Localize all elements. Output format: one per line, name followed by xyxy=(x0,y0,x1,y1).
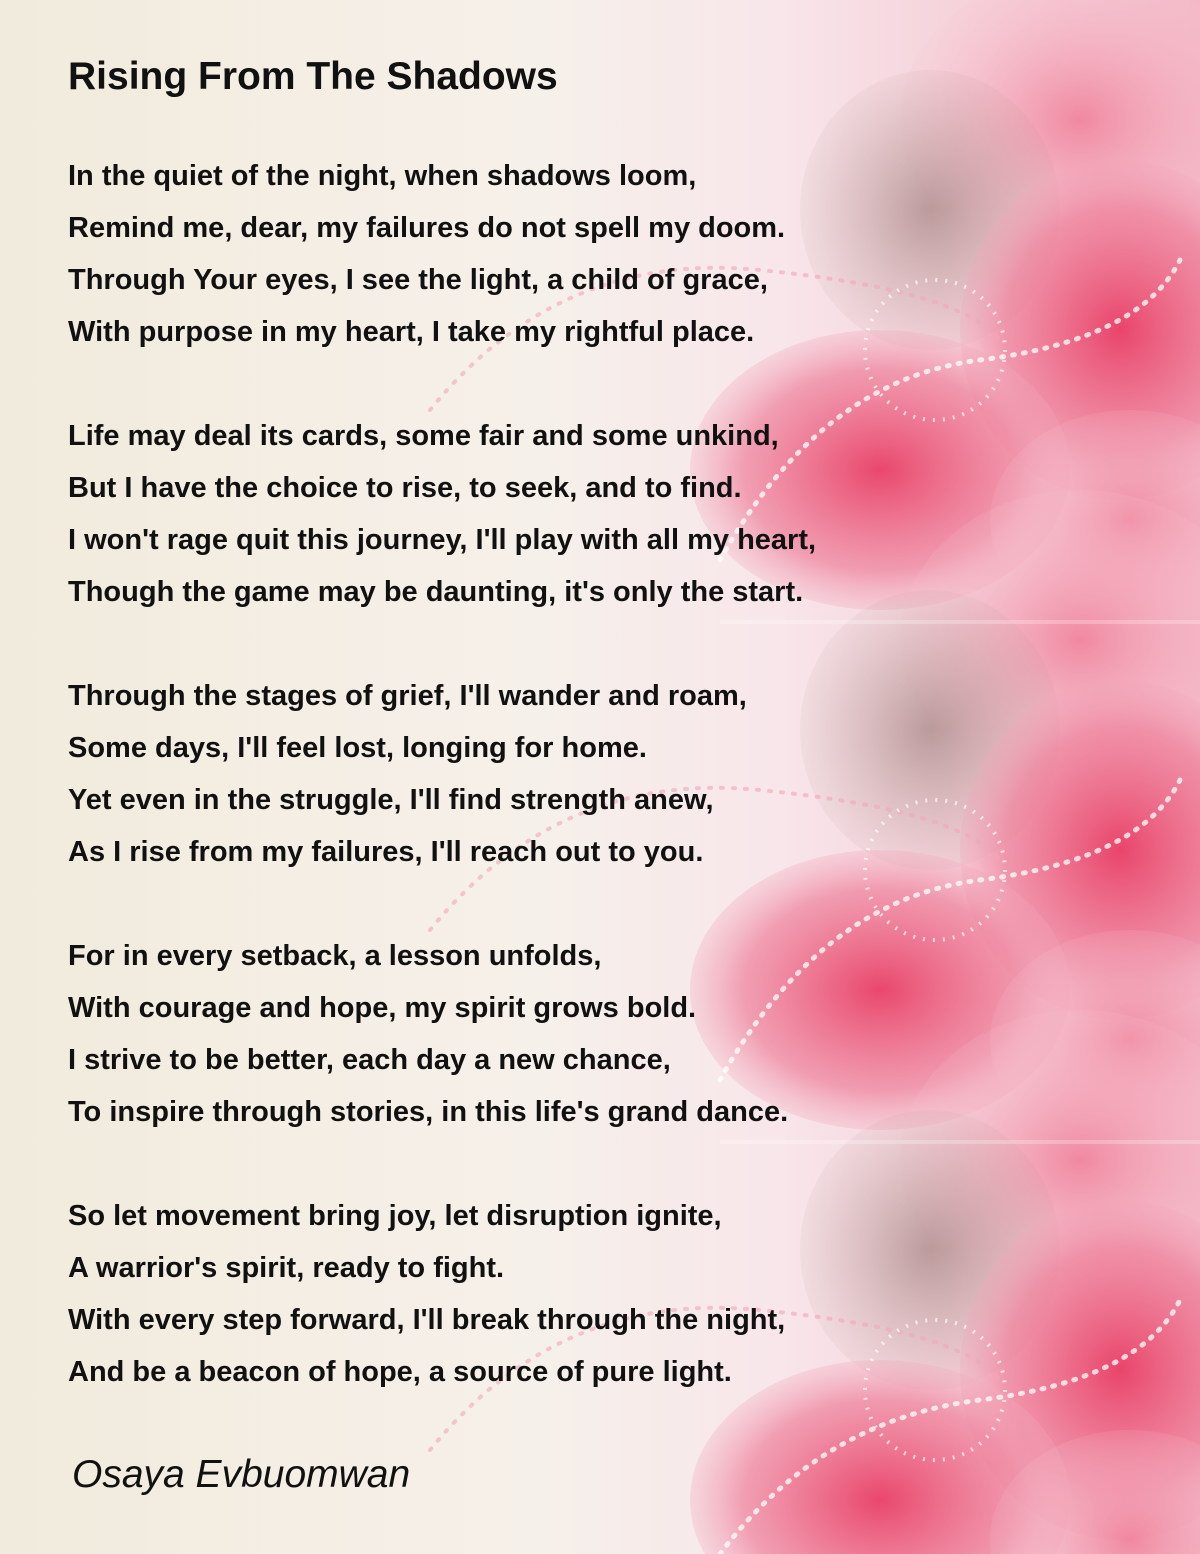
poem-line: With purpose in my heart, I take my rightful place. xyxy=(68,316,755,348)
poem-line: With courage and hope, my spirit grows bold. xyxy=(68,992,697,1024)
poem-line: Remind me, dear, my failures do not spell my doom. xyxy=(68,212,786,244)
poem-line: Some days, I'll feel lost, longing for home. xyxy=(68,732,647,764)
stanza-2 xyxy=(68,410,1118,618)
poem-author: Osaya Evbuomwan xyxy=(72,1453,411,1496)
poem-line: Though the game may be daunting, it's only the start. xyxy=(68,576,804,608)
poem-title: Rising From The Shadows xyxy=(68,55,558,98)
poem-line: For in every setback, a lesson unfolds, xyxy=(68,940,602,972)
poem-line: I won't rage quit this journey, I'll play with all my heart, xyxy=(68,524,817,556)
stanza-4 xyxy=(68,930,1118,1138)
stanza-3 xyxy=(68,670,1118,878)
poem-line: And be a beacon of hope, a source of pure light. xyxy=(68,1356,732,1388)
stanza-1 xyxy=(68,150,1118,358)
poem-line: Life may deal its cards, some fair and some unkind, xyxy=(68,420,779,452)
poem-line: To inspire through stories, in this life's grand dance. xyxy=(68,1096,789,1128)
poem-line: As I rise from my failures, I'll reach out to you. xyxy=(68,836,704,868)
poem-line: With every step forward, I'll break through the night, xyxy=(68,1304,786,1336)
poem-line: But I have the choice to rise, to seek, and to find. xyxy=(68,472,742,504)
poem-line: In the quiet of the night, when shadows loom, xyxy=(68,160,697,192)
poem-line: I strive to be better, each day a new chance, xyxy=(68,1044,671,1076)
poem-line: Through the stages of grief, I'll wander and roam, xyxy=(68,680,747,712)
poem-line: Yet even in the struggle, I'll find strength anew, xyxy=(68,784,714,816)
stanza-5 xyxy=(68,1190,1118,1398)
poem-line: So let movement bring joy, let disruption ignite, xyxy=(68,1200,722,1232)
poem-line: A warrior's spirit, ready to fight. xyxy=(68,1252,505,1284)
poem-line: Through Your eyes, I see the light, a child of grace, xyxy=(68,264,768,296)
